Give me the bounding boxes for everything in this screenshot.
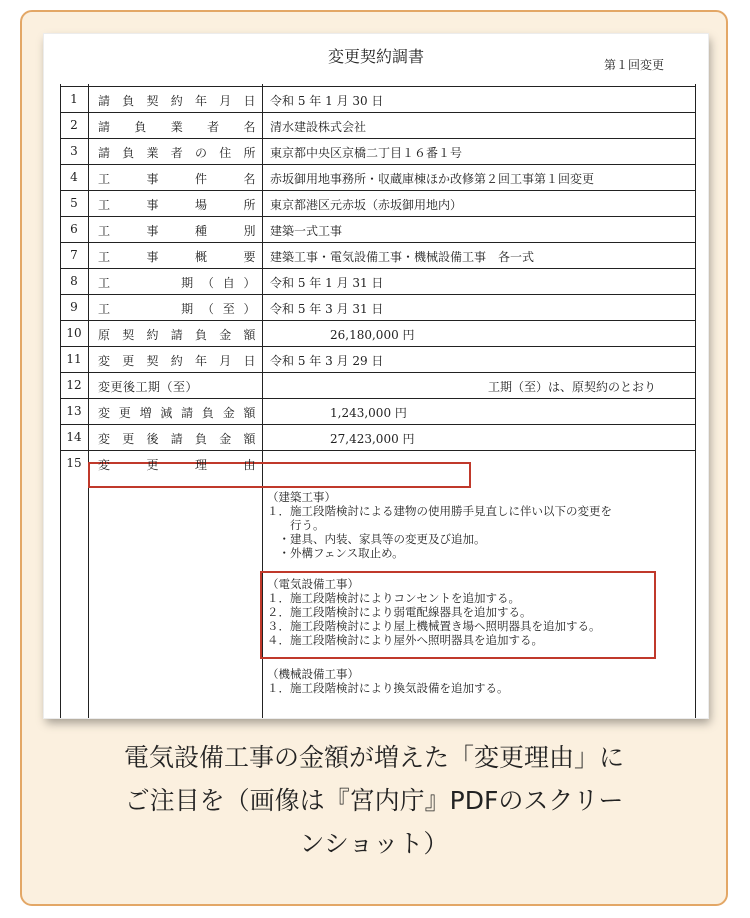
reason-line: ・建具、内装、家具等の変更及び追加。	[267, 532, 486, 546]
row-label: 変更増減請負金額	[98, 406, 256, 420]
row-number: 2	[70, 118, 78, 132]
row-number: 4	[70, 170, 78, 184]
caption-line: 電気設備工事の金額が増えた「変更理由」に	[123, 743, 624, 772]
row-number: 12	[66, 378, 82, 392]
table-row-line	[60, 190, 696, 191]
row-value: 26,180,000 円	[330, 328, 415, 342]
reason-electrical-heading: （電気設備工事）	[267, 577, 359, 591]
table-row-line	[60, 164, 696, 165]
row-label: 工 事 種 別	[98, 224, 256, 238]
document-image	[44, 34, 708, 718]
table-row-line	[60, 268, 696, 269]
table-row-line	[60, 450, 696, 451]
reason-architecture-heading: （建築工事）	[267, 490, 336, 504]
reason-line: １．施工段階検討によりコンセントを追加する。	[267, 591, 520, 605]
row-value: 令和 5 年 3 月 29 日	[270, 354, 384, 368]
table-row-line	[60, 346, 696, 347]
reason-line: ２．施工段階検討により弱電配線器具を追加する。	[267, 605, 532, 619]
row-label: 変 更 理 由	[98, 458, 256, 472]
row-value: 工期（至）は、原契約のとおり	[487, 380, 656, 394]
figure-caption	[34, 736, 714, 865]
row-label: 工 期（自）	[98, 276, 256, 290]
row-value: 清水建設株式会社	[270, 120, 367, 134]
table-row-line	[60, 372, 696, 373]
row-number: 15	[66, 456, 82, 470]
table-row-line	[60, 398, 696, 399]
row-number: 8	[70, 274, 78, 288]
row-number: 14	[66, 430, 82, 444]
document-title: 変更契約調書	[327, 47, 424, 66]
row-value: 27,423,000 円	[330, 432, 415, 446]
reason-architecture	[267, 490, 612, 560]
table-row-line	[60, 320, 696, 321]
table-row-line	[60, 216, 696, 217]
row-label: 工 事 概 要	[98, 250, 256, 264]
row-number: 1	[70, 92, 78, 106]
table-divider-number	[88, 84, 89, 718]
row-label: 変更後請負金額	[98, 432, 256, 446]
row-number: 9	[70, 300, 78, 314]
row-value: 令和 5 年 1 月 31 日	[270, 276, 384, 290]
table-row-line	[60, 242, 696, 243]
reason-line: ・外構フェンス取止め。	[267, 546, 404, 560]
reason-mechanical-heading: （機械設備工事）	[267, 667, 359, 681]
table-row-line	[60, 86, 696, 87]
table-row-line	[60, 112, 696, 113]
row-value: 赤坂御用地事務所・収蔵庫棟ほか改修第２回工事第１回変更	[270, 172, 595, 186]
row-label: 請負業者の住所	[98, 146, 256, 160]
row-value: 令和 5 年 3 月 31 日	[270, 302, 384, 316]
table-row-line	[60, 294, 696, 295]
row-label: 変更後工期（至）	[98, 380, 199, 394]
reason-line: １．施工段階検討による建物の使用勝手見直しに伴い以下の変更を	[267, 504, 612, 518]
row-label: 原契約請負金額	[98, 328, 256, 342]
caption-line: ご注目を（画像は『宮内庁』PDFのスクリー	[124, 786, 624, 815]
row-value: 建築一式工事	[270, 224, 343, 238]
row-value: 東京都中央区京橋二丁目１６番１号	[270, 146, 463, 160]
row-number: 11	[66, 352, 82, 366]
row-label: 請負契約年月日	[98, 94, 256, 108]
row-value: 令和 5 年 1 月 30 日	[270, 94, 384, 108]
row-number: 10	[66, 326, 82, 340]
reason-line: ３．施工段階検討により屋上機械置き場へ照明器具を追加する。	[267, 619, 601, 633]
row-label: 請 負 業 者 名	[98, 120, 256, 134]
caption-line: ンショット）	[299, 829, 449, 858]
table-border-right	[695, 84, 696, 718]
row-number: 6	[70, 222, 78, 236]
row-value: 1,243,000 円	[330, 406, 407, 420]
reason-line: ４．施工段階検討により屋外へ照明器具を追加する。	[267, 633, 543, 647]
row-value: 建築工事・電気設備工事・機械設備工事 各一式	[270, 250, 535, 264]
row-number: 5	[70, 196, 78, 210]
table-row-line	[60, 424, 696, 425]
row-label: 工 事 場 所	[98, 198, 256, 212]
table-row-line	[60, 138, 696, 139]
row-label: 工 期（至）	[98, 302, 256, 316]
revision-label: 第１回変更	[603, 58, 664, 72]
contract-table	[60, 84, 696, 718]
reason-line: 行う。	[267, 518, 325, 532]
reason-mechanical	[267, 667, 509, 695]
row-label: 工 事 件 名	[98, 172, 256, 186]
row-label: 変更契約年月日	[98, 354, 256, 368]
row-number: 3	[70, 144, 78, 158]
row-number: 7	[70, 248, 78, 262]
row-value: 東京都港区元赤坂（赤坂御用地内）	[270, 198, 463, 212]
reason-electrical	[267, 577, 601, 647]
row-number: 13	[66, 404, 82, 418]
reason-line: １．施工段階検討により換気設備を追加する。	[267, 681, 509, 695]
